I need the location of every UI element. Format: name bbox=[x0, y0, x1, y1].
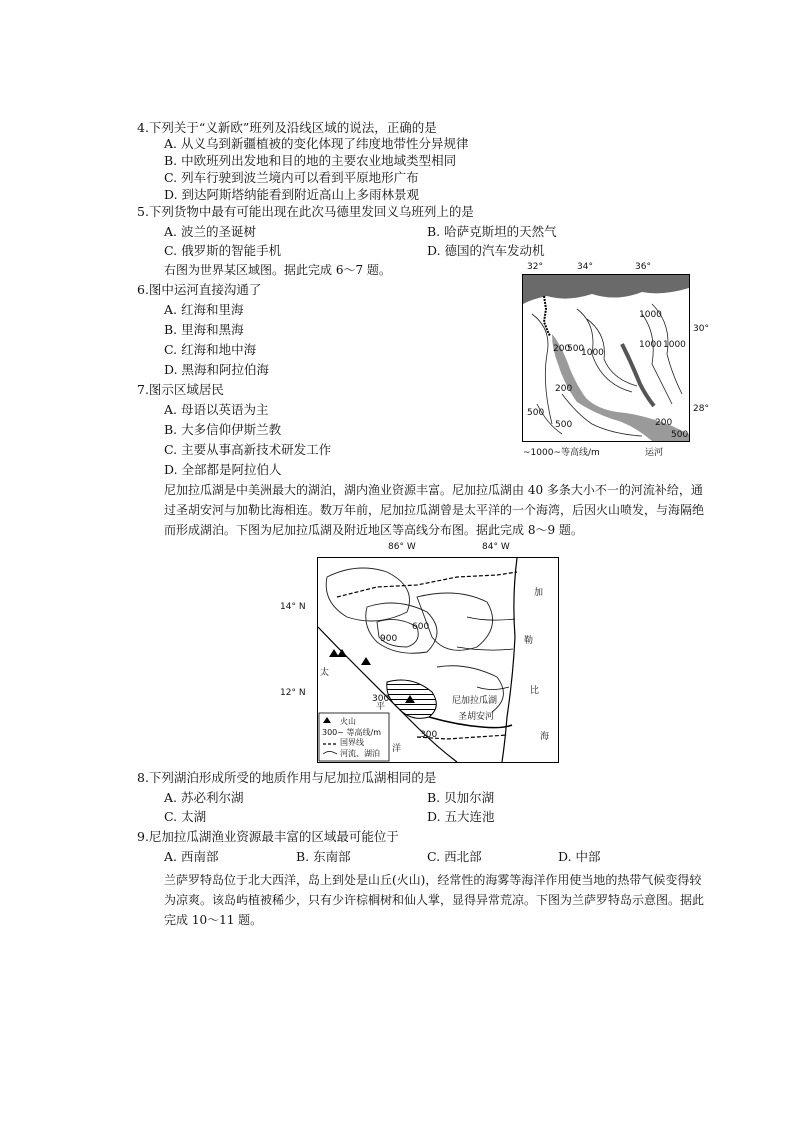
contour-label: 200 bbox=[655, 418, 673, 428]
q5-option-b: B. 哈萨克斯坦的天然气 bbox=[427, 224, 557, 239]
q5-option-d: D. 德国的汽车发动机 bbox=[427, 243, 545, 258]
legend-river-lake: 河流、湖泊 bbox=[340, 749, 380, 758]
lon-label: 84° W bbox=[482, 542, 510, 552]
q4-option-c: C. 列车行驶到波兰境内可以看到平原地形广布 bbox=[164, 170, 419, 185]
contour-label: 600 bbox=[412, 622, 430, 632]
q7-stem: 7.图示区域居民 bbox=[137, 382, 224, 397]
q7-option-b: B. 大多信仰伊斯兰教 bbox=[164, 422, 282, 437]
caribbean-label: 海 bbox=[540, 732, 550, 742]
contour-label: 500 bbox=[671, 430, 689, 440]
pacific-label: 洋 bbox=[392, 744, 402, 754]
contour-label: 900 bbox=[380, 634, 398, 644]
pacific-label: 太 bbox=[320, 668, 330, 678]
contour-label: 1000 bbox=[639, 310, 662, 320]
lake-label: 尼加拉瓜湖 bbox=[452, 696, 498, 706]
legend-contour: ~1000~等高线/m bbox=[523, 448, 600, 458]
q6-option-d: D. 黑海和阿拉伯海 bbox=[164, 362, 270, 377]
lat-label: 14° N bbox=[280, 602, 306, 612]
legend-border: 国界线 bbox=[340, 738, 364, 747]
lat-label: 30° bbox=[693, 324, 709, 334]
contour-label: 200 bbox=[555, 384, 573, 394]
caribbean-label: 勒 bbox=[524, 636, 534, 646]
lat-label: 12° N bbox=[280, 688, 306, 698]
legend-volcano: 火山 bbox=[340, 717, 356, 726]
q4-stem: 4.下列关于“义新欧”班列及沿线区域的说法，正确的是 bbox=[137, 120, 437, 135]
q8-option-d: D. 五大连池 bbox=[427, 809, 495, 824]
contour-label: 300 bbox=[420, 730, 438, 740]
caribbean-label: 比 bbox=[530, 686, 540, 696]
q9-stem: 9.尼加拉瓜湖渔业资源最丰富的区域最可能位于 bbox=[137, 829, 399, 844]
passage-8-9: 尼加拉瓜湖是中美洲最大的湖泊，湖内渔业资源丰富。尼加拉瓜湖由 40 多条大小不一的河流补给，通过圣胡安河与加勒比海相连。数万年前，尼加拉瓜湖曾是太平洋的一个海湾，后因火山喷发，与海隔绝而形成湖泊。下图为尼加拉瓜湖及附近地区等高线分布图。据此完成 8～9 题。 bbox=[164, 483, 705, 537]
q8-option-c: C. 太湖 bbox=[164, 809, 207, 824]
q9-option-d: D. 中部 bbox=[558, 849, 601, 864]
q5-option-c: C. 俄罗斯的智能手机 bbox=[164, 243, 282, 258]
contour-label: 200 bbox=[553, 344, 571, 354]
suez-region-map bbox=[515, 262, 715, 462]
contour-label: 500 bbox=[527, 408, 545, 418]
lon-label: 34° bbox=[577, 262, 593, 272]
q6-stem: 6.图中运河直接沟通了 bbox=[137, 282, 262, 297]
intro-6-7: 右图为世界某区域图。据此完成 6～7 题。 bbox=[164, 263, 391, 277]
q5-option-a: A. 波兰的圣诞树 bbox=[164, 224, 256, 239]
nicaragua-map bbox=[280, 540, 570, 765]
q7-option-d: D. 全部都是阿拉伯人 bbox=[164, 462, 282, 477]
pacific-label: 平 bbox=[376, 702, 386, 712]
q7-option-a: A. 母语以英语为主 bbox=[164, 402, 269, 417]
q9-option-c: C. 西北部 bbox=[427, 849, 482, 864]
legend-contour: 300~ 等高线/m bbox=[322, 728, 382, 737]
caribbean-label: 加 bbox=[534, 588, 544, 598]
passage-10-11: 兰萨罗特岛位于北大西洋，岛上到处是山丘(火山)，经常性的海雾等海洋作用使当地的热带气候变得较为凉爽。该岛屿植被稀少，只有少许棕榈树和仙人掌，显得异常荒凉。下图为兰萨罗特岛示意图。据此完成 10～11 题。 bbox=[164, 873, 705, 927]
q6-option-c: C. 红海和地中海 bbox=[164, 342, 257, 357]
q7-option-c: C. 主要从事高新技术研发工作 bbox=[164, 442, 332, 457]
lon-label: 32° bbox=[527, 262, 543, 272]
q5-stem: 5.下列货物中最有可能出现在此次马德里发回义乌班列上的是 bbox=[137, 204, 474, 219]
contour-label: 1000 bbox=[581, 348, 604, 358]
q6-option-a: A. 红海和里海 bbox=[164, 302, 244, 317]
q8-option-a: A. 苏必利尔湖 bbox=[164, 790, 244, 805]
contour-label: 500 bbox=[567, 344, 585, 354]
q9-option-a: A. 西南部 bbox=[164, 849, 219, 864]
q9-option-b: B. 东南部 bbox=[296, 849, 351, 864]
contour-label: 500 bbox=[555, 420, 573, 430]
river-label: 圣胡安河 bbox=[458, 712, 495, 722]
q4-option-b: B. 中欧班列出发地和目的地的主要农业地域类型相同 bbox=[164, 153, 457, 168]
q4-option-d: D. 到达阿斯塔纳能看到附近高山上多雨林景观 bbox=[164, 187, 420, 202]
contour-label: 1000 bbox=[663, 340, 686, 350]
q8-option-b: B. 贝加尔湖 bbox=[427, 790, 495, 805]
contour-label: 1000 bbox=[639, 340, 662, 350]
contour-label: 300 bbox=[372, 694, 390, 704]
q6-option-b: B. 里海和黑海 bbox=[164, 322, 244, 337]
suez-map-frame bbox=[522, 274, 690, 442]
lat-label: 28° bbox=[693, 404, 709, 414]
lon-label: 86° W bbox=[388, 542, 416, 552]
lon-label: 36° bbox=[635, 262, 651, 272]
legend-canal: 运河 bbox=[645, 448, 664, 458]
q4-option-a: A. 从义乌到新疆植被的变化体现了纬度地带性分异规律 bbox=[164, 136, 469, 151]
q8-stem: 8.下列湖泊形成所受的地质作用与尼加拉瓜湖相同的是 bbox=[137, 770, 437, 785]
